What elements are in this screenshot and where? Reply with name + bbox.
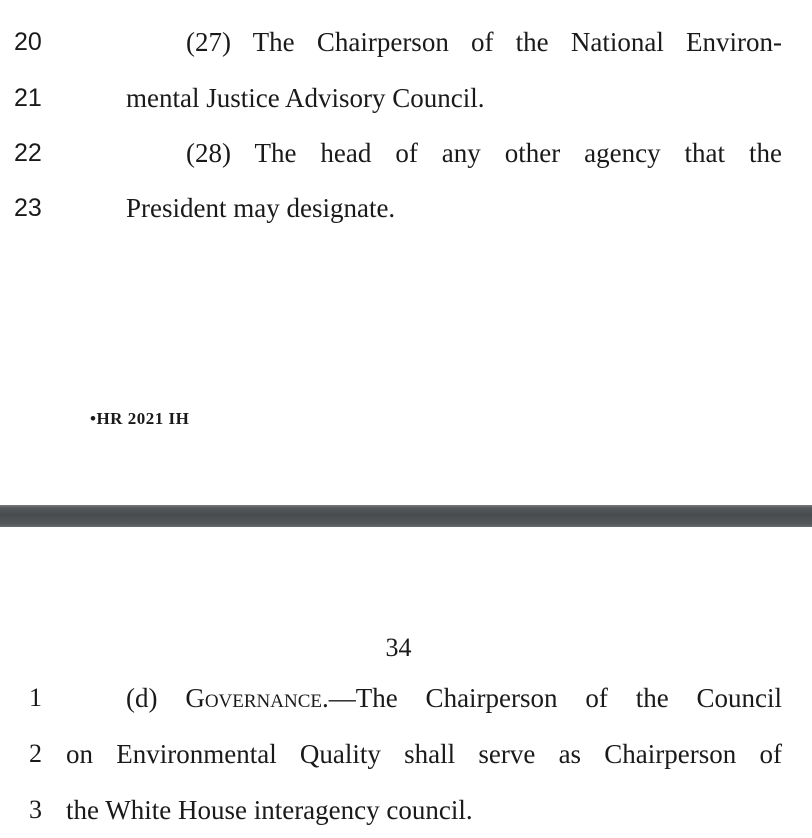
line-text: (27) The Chairperson of the National Environ- bbox=[186, 27, 782, 57]
line-text: on Environmental Quality shall serve as Chairperson of bbox=[66, 739, 782, 769]
line-number: 23 bbox=[14, 194, 42, 222]
line-number: 3 bbox=[29, 795, 42, 824]
subsection-heading: Governance. bbox=[185, 683, 329, 713]
line-text: mental Justice Advisory Council. bbox=[126, 83, 485, 113]
page-divider bbox=[0, 505, 812, 527]
line-text: the White House interagency council. bbox=[66, 795, 473, 825]
line-number: 22 bbox=[14, 139, 42, 167]
line-text: President may designate. bbox=[126, 193, 396, 223]
text-line-1 bbox=[0, 682, 812, 714]
document-page-bottom bbox=[0, 527, 812, 838]
text-line-22 bbox=[0, 137, 812, 169]
line-number: 21 bbox=[14, 84, 42, 112]
bill-footer-label: •HR 2021 IH bbox=[90, 409, 190, 428]
text-line-3 bbox=[0, 794, 812, 826]
line-number: 1 bbox=[29, 683, 42, 712]
text-line-23 bbox=[0, 192, 812, 224]
line-text: (28) The head of any other agency that the bbox=[186, 138, 782, 168]
text-line-2 bbox=[0, 738, 812, 770]
line-text bbox=[126, 682, 782, 714]
line-number: 20 bbox=[14, 28, 42, 56]
subsection-prefix: (d) bbox=[126, 683, 186, 713]
page-number: 34 bbox=[385, 633, 412, 662]
text-line-21 bbox=[0, 82, 812, 114]
line-number: 2 bbox=[29, 739, 42, 768]
text-line-20 bbox=[0, 26, 812, 58]
subsection-text: —The Chairperson of the Council bbox=[328, 683, 783, 713]
